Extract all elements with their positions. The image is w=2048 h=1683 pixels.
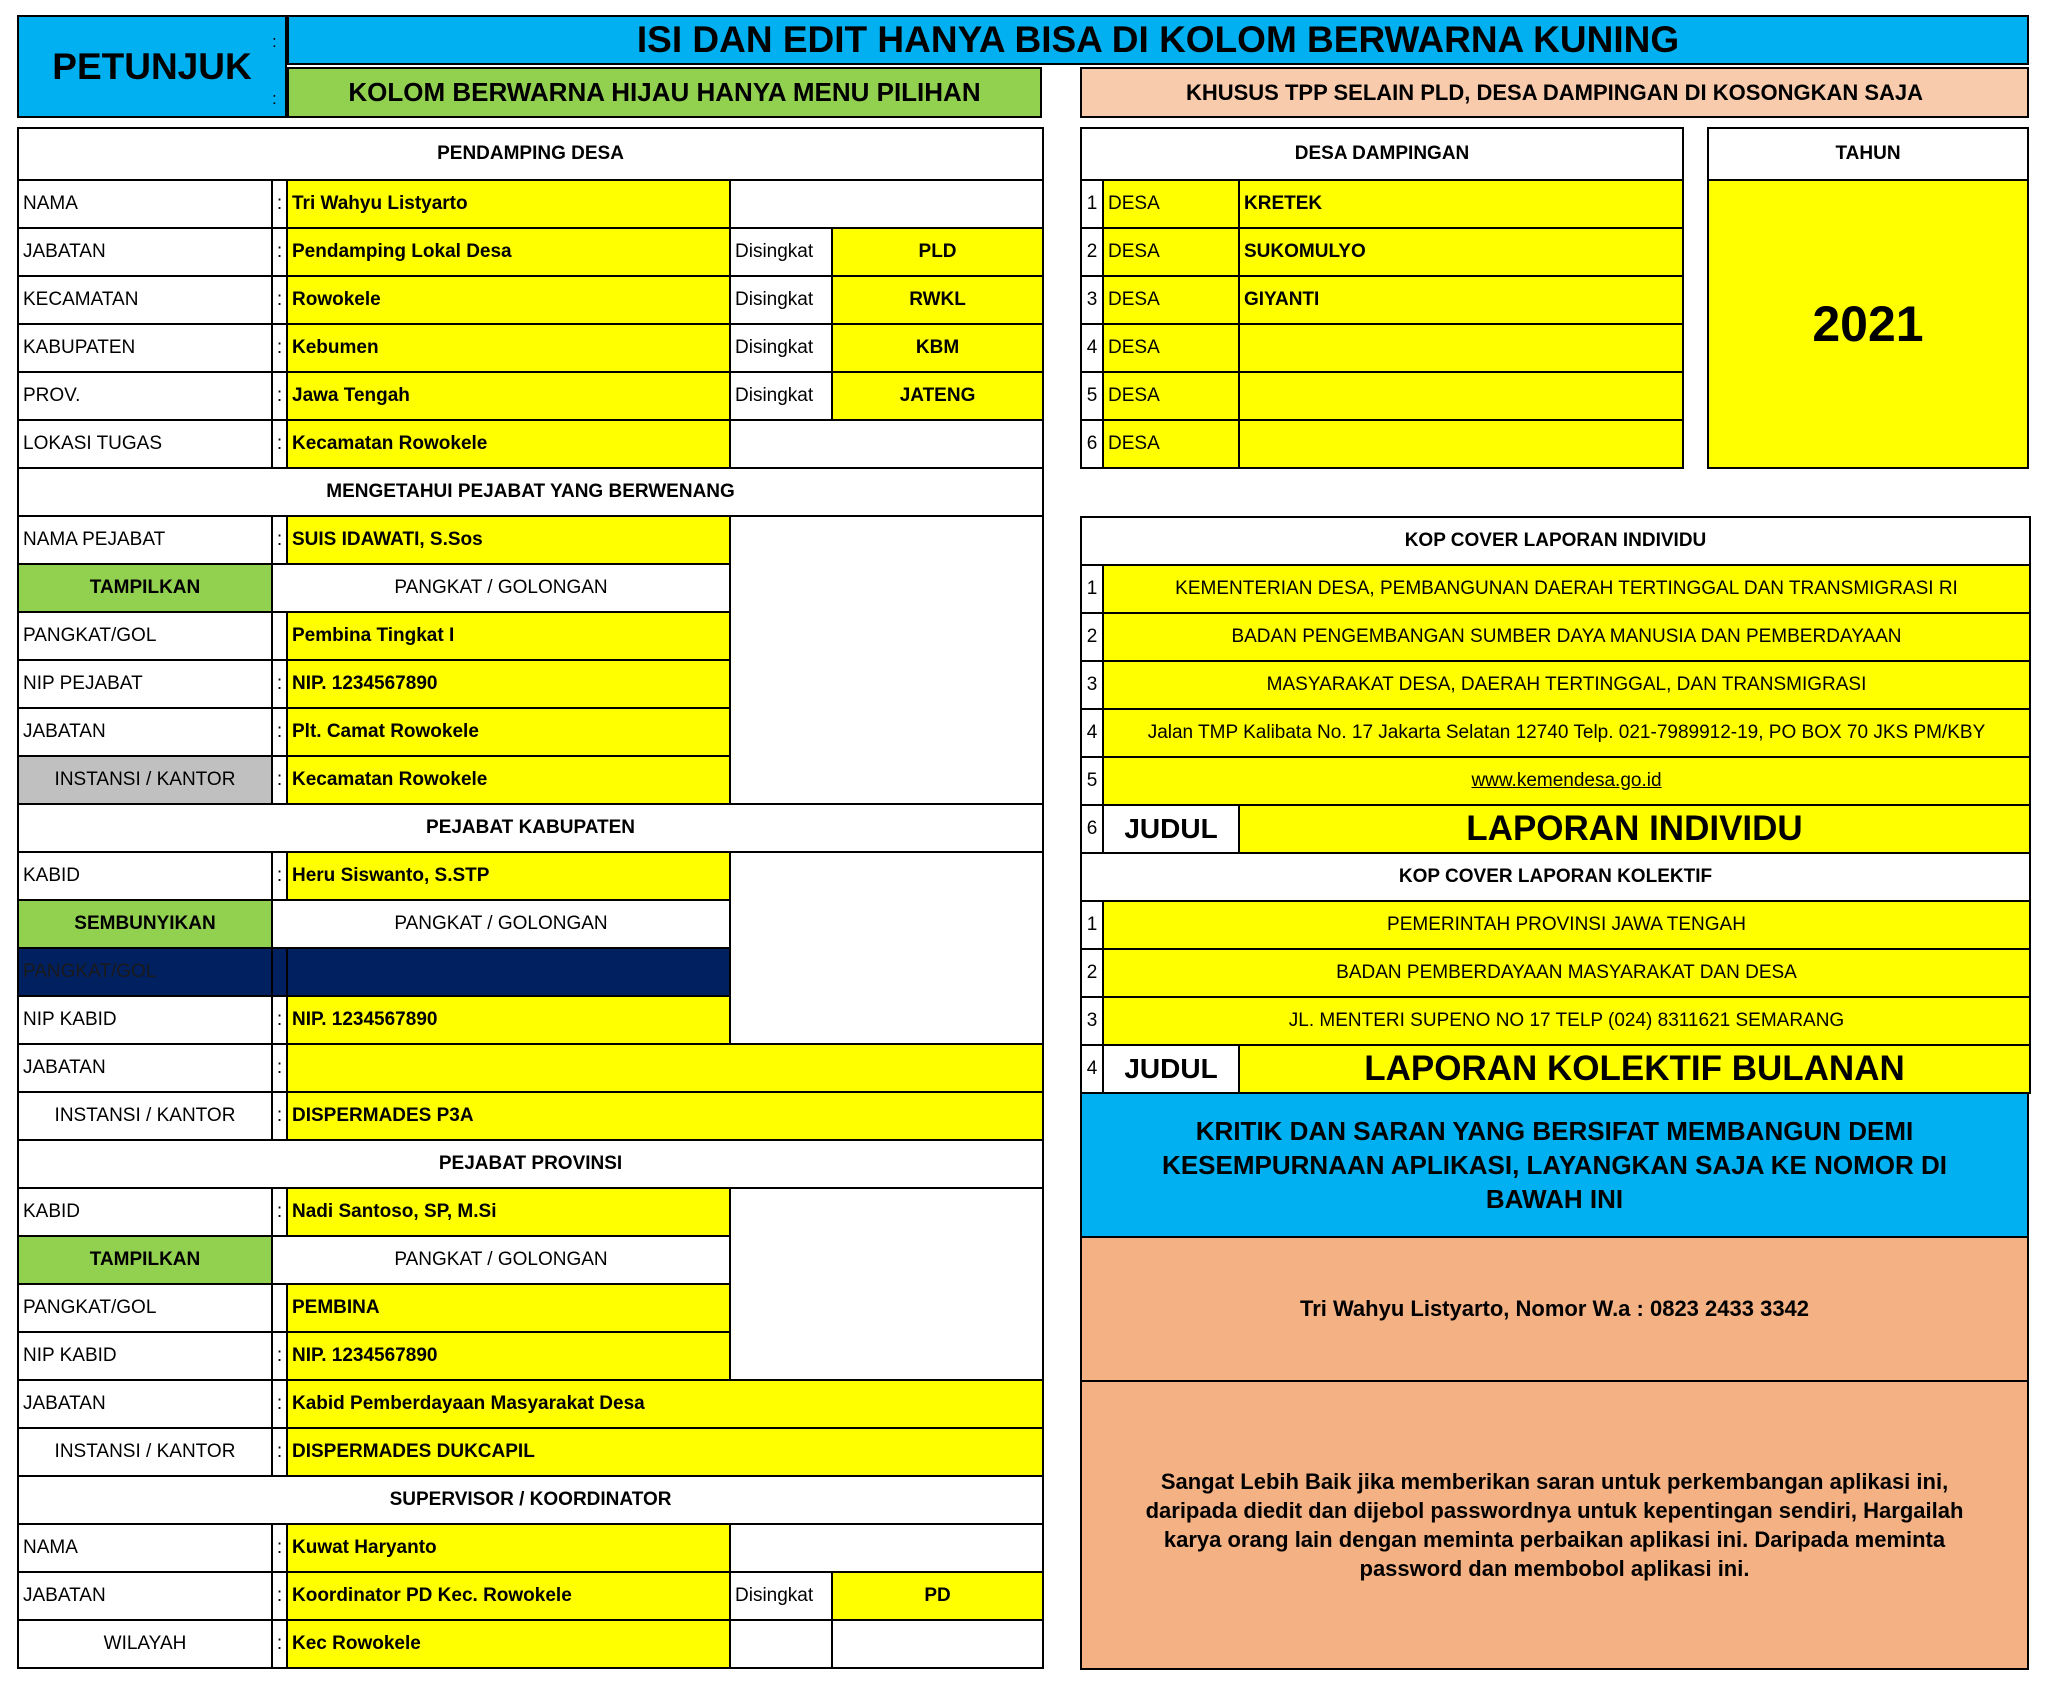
nip-pejabat-input[interactable]: NIP. 1234567890 — [287, 660, 730, 708]
provinsi-row-kabid — [18, 1188, 1043, 1236]
kop-individu-line-4[interactable]: Jalan TMP Kalibata No. 17 Jakarta Selatan 12740 Telp. 021-7989912-19, PO BOX 70 JKS PM/KBY — [1103, 709, 2030, 757]
colon: : — [272, 996, 287, 1044]
kop-cover-panel — [1080, 516, 2029, 1094]
kop-table — [1080, 516, 2031, 1094]
empty-cell — [730, 420, 1043, 468]
supervisor-row-wilayah — [18, 1620, 1043, 1668]
disingkat-label: Disingkat — [730, 276, 832, 324]
empty-area — [730, 516, 1043, 804]
kop-individu-title: KOP COVER LAPORAN INDIVIDU — [1081, 517, 2030, 565]
kop-num: 2 — [1081, 949, 1103, 997]
tahun-input[interactable]: 2021 — [1708, 180, 2028, 468]
nama-input[interactable]: Tri Wahyu Listyarto — [287, 180, 730, 228]
colon: : — [272, 1572, 287, 1620]
instansi-label: INSTANSI / KANTOR — [18, 1428, 272, 1476]
pangkat-label: PANGKAT/GOL — [18, 1284, 272, 1332]
kop-num: 1 — [1081, 565, 1103, 613]
kabupaten-abbr-input[interactable]: KBM — [832, 324, 1043, 372]
green-note-banner — [287, 67, 1042, 118]
empty-cell — [730, 180, 1043, 228]
warning-note: Sangat Lebih Baik jika memberikan saran untuk perkembangan aplikasi ini, daripada diedit dan dijebol passwordnya untuk kepentingan sendiri, Hargailah karya orang lain dengan meminta perbaikan aplikasi ini. Daripada meminta password dan membobol aplikasi ini. — [1081, 1381, 2028, 1669]
provinsi-title: PEJABAT PROVINSI — [18, 1140, 1043, 1188]
kop-kolektif-line-1[interactable]: PEMERINTAH PROVINSI JAWA TENGAH — [1103, 901, 2030, 949]
pendamping-row-jabatan — [18, 228, 1043, 276]
kop-num: 2 — [1081, 613, 1103, 661]
provinsi-row-jabatan — [18, 1380, 1043, 1428]
tahun-title: TAHUN — [1708, 128, 2028, 180]
peach-note: KHUSUS TPP SELAIN PLD, DESA DAMPINGAN DI KOSONGKAN SAJA — [1081, 68, 2028, 117]
desa-title: DESA DAMPINGAN — [1081, 128, 1683, 180]
colon: : — [272, 1044, 287, 1092]
kop-kolektif-row — [1081, 997, 2030, 1045]
petunjuk-colon-1: : — [272, 32, 277, 51]
kabupaten-row-kabid — [18, 852, 1043, 900]
disingkat-label: Disingkat — [730, 324, 832, 372]
instansi-input[interactable]: Kecamatan Rowokele — [287, 756, 730, 804]
colon: : — [272, 516, 287, 564]
disingkat-label: Disingkat — [730, 228, 832, 276]
colon: : — [272, 852, 287, 900]
colon: : — [272, 1380, 287, 1428]
kop-individu-row — [1081, 757, 2030, 805]
jabatan-kabid-label: JABATAN — [18, 1044, 272, 1092]
wilayah-input[interactable]: Kec Rowokele — [287, 1620, 730, 1668]
judul-individu-input[interactable]: LAPORAN INDIVIDU — [1239, 805, 2030, 853]
colon: : — [272, 660, 287, 708]
pangkat-golongan-header: PANGKAT / GOLONGAN — [272, 564, 730, 612]
lokasi-label: LOKASI TUGAS — [18, 420, 272, 468]
empty-cell — [272, 948, 287, 996]
desa-row — [1081, 276, 1683, 324]
instansi-input[interactable]: DISPERMADES P3A — [287, 1092, 1043, 1140]
pangkat-input[interactable]: PEMBINA — [287, 1284, 730, 1332]
pangkat-hidden-input — [287, 948, 730, 996]
desa-num: 5 — [1081, 372, 1103, 420]
empty-cell — [272, 1284, 287, 1332]
kop-num: 4 — [1081, 1045, 1103, 1093]
desa-dampingan-panel — [1080, 127, 1682, 469]
petunjuk-box — [17, 15, 287, 118]
pendamping-row-kabupaten — [18, 324, 1043, 372]
kop-num: 3 — [1081, 997, 1103, 1045]
tampilkan-toggle[interactable]: TAMPILKAN — [18, 1236, 272, 1284]
kop-kolektif-judul-row — [1081, 1045, 2030, 1093]
empty-cell — [730, 1524, 1043, 1572]
desa-input-5[interactable] — [1239, 372, 1683, 420]
desa-num: 2 — [1081, 228, 1103, 276]
pangkat-label: PANGKAT/GOL — [18, 612, 272, 660]
supervisor-row-nama — [18, 1524, 1043, 1572]
pendamping-row-kecamatan — [18, 276, 1043, 324]
desa-label: DESA — [1103, 324, 1239, 372]
empty-area — [730, 1188, 1043, 1380]
desa-num: 1 — [1081, 180, 1103, 228]
wilayah-label: WILAYAH — [18, 1620, 272, 1668]
desa-label: DESA — [1103, 180, 1239, 228]
pangkat-golongan-header: PANGKAT / GOLONGAN — [272, 900, 730, 948]
desa-input-2[interactable]: SUKOMULYO — [1239, 228, 1683, 276]
colon: : — [272, 1524, 287, 1572]
nip-kabid-input[interactable]: NIP. 1234567890 — [287, 996, 730, 1044]
kop-num: 1 — [1081, 901, 1103, 949]
kabupaten-row-instansi — [18, 1092, 1043, 1140]
kabupaten-title: PEJABAT KABUPATEN — [18, 804, 1043, 852]
kabid-label: KABID — [18, 1188, 272, 1236]
desa-row — [1081, 372, 1683, 420]
desa-label: DESA — [1103, 420, 1239, 468]
desa-num: 3 — [1081, 276, 1103, 324]
colon: : — [272, 180, 287, 228]
desa-input-1[interactable]: KRETEK — [1239, 180, 1683, 228]
mengetahui-title: MENGETAHUI PEJABAT YANG BERWENANG — [18, 468, 1043, 516]
kop-individu-website-link[interactable]: www.kemendesa.go.id — [1103, 757, 2030, 805]
desa-input-4[interactable] — [1239, 324, 1683, 372]
kop-individu-row — [1081, 661, 2030, 709]
prov-input[interactable]: Jawa Tengah — [287, 372, 730, 420]
prov-abbr-input[interactable]: JATENG — [832, 372, 1043, 420]
supervisor-abbr-input[interactable]: PD — [832, 1572, 1043, 1620]
mengetahui-row-nama — [18, 516, 1043, 564]
nama-label: NAMA — [18, 1524, 272, 1572]
jabatan-pejabat-input[interactable]: Plt. Camat Rowokele — [287, 708, 730, 756]
kabid-input[interactable]: Heru Siswanto, S.STP — [287, 852, 730, 900]
main-note-banner — [287, 15, 2029, 65]
kritik-message: KRITIK DAN SARAN YANG BERSIFAT MEMBANGUN DEMI KESEMPURNAAN APLIKASI, LAYANGKAN SAJA KE NOMOR DI BAWAH INI — [1081, 1093, 2028, 1237]
prov-label: PROV. — [18, 372, 272, 420]
colon: : — [272, 276, 287, 324]
colon: : — [272, 708, 287, 756]
judul-kolektif-input[interactable]: LAPORAN KOLEKTIF BULANAN — [1239, 1045, 2030, 1093]
kecamatan-label: KECAMATAN — [18, 276, 272, 324]
petunjuk-label: PETUNJUK — [18, 16, 286, 117]
kecamatan-abbr-input[interactable]: RWKL — [832, 276, 1043, 324]
desa-row — [1081, 228, 1683, 276]
colon: : — [272, 420, 287, 468]
supervisor-jabatan-input[interactable]: Koordinator PD Kec. Rowokele — [287, 1572, 730, 1620]
instansi-label: INSTANSI / KANTOR — [18, 1092, 272, 1140]
instansi-label: INSTANSI / KANTOR — [18, 756, 272, 804]
left-form-table — [17, 127, 1044, 1669]
pendamping-title: PENDAMPING DESA — [18, 128, 1043, 180]
kabid-label: KABID — [18, 852, 272, 900]
colon: : — [272, 1428, 287, 1476]
contact-info: Tri Wahyu Listyarto, Nomor W.a : 0823 2433 3342 — [1081, 1237, 2028, 1381]
nip-kabid-label: NIP KABID — [18, 996, 272, 1044]
kabupaten-row-jabatan — [18, 1044, 1043, 1092]
pendamping-row-nama — [18, 180, 1043, 228]
colon: : — [272, 756, 287, 804]
empty-cell — [730, 1620, 832, 1668]
colon: : — [272, 1188, 287, 1236]
kop-individu-line-2[interactable]: BADAN PENGEMBANGAN SUMBER DAYA MANUSIA DAN PEMBERDAYAAN — [1103, 613, 2030, 661]
kop-kolektif-line-3[interactable]: JL. MENTERI SUPENO NO 17 TELP (024) 8311621 SEMARANG — [1103, 997, 2030, 1045]
supervisor-nama-input[interactable]: Kuwat Haryanto — [287, 1524, 730, 1572]
petunjuk-colon-2: : — [272, 89, 277, 108]
judul-label: JUDUL — [1103, 805, 1239, 853]
kop-num: 3 — [1081, 661, 1103, 709]
empty-cell — [832, 1620, 1043, 1668]
nama-pejabat-input[interactable]: SUIS IDAWATI, S.Sos — [287, 516, 730, 564]
tahun-panel — [1707, 127, 2029, 469]
pangkat-input[interactable]: Pembina Tingkat I — [287, 612, 730, 660]
empty-area — [730, 852, 1043, 1044]
colon: : — [272, 372, 287, 420]
pendamping-row-prov — [18, 372, 1043, 420]
jabatan-label: JABATAN — [18, 1572, 272, 1620]
desa-num: 6 — [1081, 420, 1103, 468]
kritik-panel — [1080, 1092, 2029, 1670]
kop-individu-judul-row — [1081, 805, 2030, 853]
peach-note-banner — [1080, 67, 2029, 118]
kop-kolektif-title: KOP COVER LAPORAN KOLEKTIF — [1081, 853, 2030, 901]
desa-num: 4 — [1081, 324, 1103, 372]
pangkat-hidden-label: PANGKAT/GOL — [18, 948, 272, 996]
desa-label: DESA — [1103, 276, 1239, 324]
kop-individu-row — [1081, 565, 2030, 613]
jabatan-kabid-label: JABATAN — [18, 1380, 272, 1428]
nama-pejabat-label: NAMA PEJABAT — [18, 516, 272, 564]
kop-num: 4 — [1081, 709, 1103, 757]
main-note: ISI DAN EDIT HANYA BISA DI KOLOM BERWARNA KUNING — [288, 16, 2028, 64]
supervisor-title: SUPERVISOR / KOORDINATOR — [18, 1476, 1043, 1524]
colon: : — [272, 1092, 287, 1140]
kop-individu-line-1[interactable]: KEMENTERIAN DESA, PEMBANGUNAN DAERAH TERTINGGAL DAN TRANSMIGRASI RI — [1103, 565, 2030, 613]
disingkat-label: Disingkat — [730, 372, 832, 420]
left-form — [17, 127, 1042, 1669]
kabupaten-label: KABUPATEN — [18, 324, 272, 372]
colon: : — [272, 1620, 287, 1668]
jabatan-kabid-input[interactable]: Kabid Pemberdayaan Masyarakat Desa — [287, 1380, 1043, 1428]
colon: : — [272, 228, 287, 276]
kop-individu-line-3[interactable]: MASYARAKAT DESA, DAERAH TERTINGGAL, DAN TRANSMIGRASI — [1103, 661, 2030, 709]
kop-num: 5 — [1081, 757, 1103, 805]
empty-cell — [272, 612, 287, 660]
jabatan-abbr-input[interactable]: PLD — [832, 228, 1043, 276]
desa-row — [1081, 180, 1683, 228]
pendamping-row-lokasi — [18, 420, 1043, 468]
sembunyikan-toggle[interactable]: SEMBUNYIKAN — [18, 900, 272, 948]
jabatan-label: JABATAN — [18, 228, 272, 276]
desa-input-6[interactable] — [1239, 420, 1683, 468]
kop-individu-row — [1081, 709, 2030, 757]
jabatan-pejabat-label: JABATAN — [18, 708, 272, 756]
kop-kolektif-row — [1081, 901, 2030, 949]
desa-label: DESA — [1103, 228, 1239, 276]
supervisor-row-jabatan — [18, 1572, 1043, 1620]
jabatan-kabid-input[interactable] — [287, 1044, 1043, 1092]
kritik-table — [1080, 1092, 2029, 1670]
colon: : — [272, 324, 287, 372]
disingkat-label: Disingkat — [730, 1572, 832, 1620]
kabid-input[interactable]: Nadi Santoso, SP, M.Si — [287, 1188, 730, 1236]
kop-kolektif-row — [1081, 949, 2030, 997]
kop-kolektif-line-2[interactable]: BADAN PEMBERDAYAAN MASYARAKAT DAN DESA — [1103, 949, 2030, 997]
colon: : — [272, 1332, 287, 1380]
jabatan-input[interactable]: Pendamping Lokal Desa — [287, 228, 730, 276]
instansi-input[interactable]: DISPERMADES DUKCAPIL — [287, 1428, 1043, 1476]
tahun-table — [1707, 127, 2029, 469]
desa-label: DESA — [1103, 372, 1239, 420]
kop-num: 6 — [1081, 805, 1103, 853]
pangkat-golongan-header: PANGKAT / GOLONGAN — [272, 1236, 730, 1284]
lokasi-input[interactable]: Kecamatan Rowokele — [287, 420, 730, 468]
desa-row — [1081, 324, 1683, 372]
desa-table — [1080, 127, 1684, 469]
kecamatan-input[interactable]: Rowokele — [287, 276, 730, 324]
green-note: KOLOM BERWARNA HIJAU HANYA MENU PILIHAN — [288, 68, 1041, 117]
nip-pejabat-label: NIP PEJABAT — [18, 660, 272, 708]
kabupaten-input[interactable]: Kebumen — [287, 324, 730, 372]
tampilkan-toggle[interactable]: TAMPILKAN — [18, 564, 272, 612]
kop-individu-row — [1081, 613, 2030, 661]
judul-label: JUDUL — [1103, 1045, 1239, 1093]
nip-kabid-label: NIP KABID — [18, 1332, 272, 1380]
nip-kabid-input[interactable]: NIP. 1234567890 — [287, 1332, 730, 1380]
nama-label: NAMA — [18, 180, 272, 228]
desa-input-3[interactable]: GIYANTI — [1239, 276, 1683, 324]
provinsi-row-instansi — [18, 1428, 1043, 1476]
desa-row — [1081, 420, 1683, 468]
